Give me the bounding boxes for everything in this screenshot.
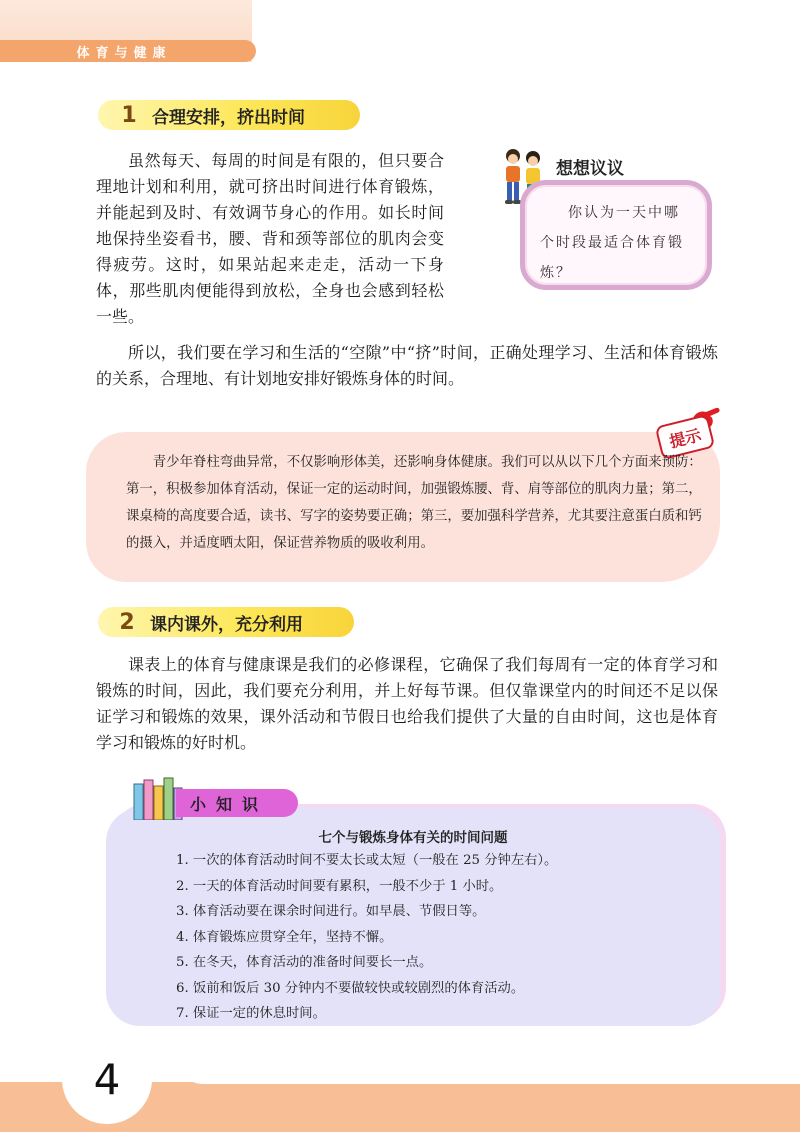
section-2-title: 课内课外，充分利用 [150, 614, 303, 635]
knowledge-item: 6. 饭前和饭后 30 分钟内不要做较快或较剧烈的体育活动。 [176, 980, 525, 996]
think-box-question: 你认为一天中哪个时段最适合体育锻炼？ [540, 205, 684, 281]
tip-paragraph: 青少年脊柱弯曲异常，不仅影响形体美，还影响身体健康。我们可以从以下几个方面来预防：第一，积极参加体育活动，保证一定的运动时间，加强锻炼腰、背、肩等部位的肌肉力量；第二，课桌椅的高度要合适，读书、写字的姿势要正确；第三，要加强科学营养，尤其要注意蛋白质和钙的摄入，并适度晒太阳，保证营养物质的吸收利用。 [126, 455, 702, 551]
knowledge-item: 2. 一天的体育活动时间要有累积，一般不少于 1 小时。 [176, 878, 503, 894]
knowledge-item: 3. 体育活动要在课余时间进行。如早晨、节假日等。 [176, 904, 486, 919]
header-title: 体育与健康 [76, 45, 172, 61]
section-2-paragraph [96, 652, 718, 756]
knowledge-label: 小知识 [190, 794, 269, 814]
knowledge-item: 7. 保证一定的休息时间。 [176, 1006, 326, 1021]
section-1-paragraph-1 [96, 148, 444, 330]
section-1-text-1: 虽然每天、每周的时间是有限的，但只要合理地计划和利用，就可挤出时间进行体育锻炼，并能起到及时、有效调节身心的作用。如长时间地保持坐姿看书，腰、背和颈等部位的肌肉会变得疲劳。这时，如果站起来走走，活动一下身体，那些肌肉便能得到放松，全身也会感到轻松一些。 [96, 151, 444, 326]
section-1-number: 1 [121, 102, 137, 128]
knowledge-item: 4. 体育锻炼应贯穿全年，坚持不懈。 [176, 929, 393, 945]
footer-band-cutout [170, 1050, 800, 1084]
tip-badge: 提示 [655, 414, 716, 460]
knowledge-title: 七个与锻炼身体有关的时间问题 [318, 830, 508, 846]
tip-text [126, 449, 706, 557]
section-1-paragraph-2 [96, 340, 718, 392]
think-box-title: 想想议议 [556, 159, 624, 179]
section-1-title: 合理安排，挤出时间 [152, 107, 305, 128]
page-number: 4 [62, 1034, 152, 1124]
knowledge-item: 5. 在冬天，体育活动的准备时间要长一点。 [176, 955, 433, 970]
knowledge-list [176, 848, 706, 1027]
section-1-text-2: 所以，我们要在学习和生活的“空隙”中“挤”时间，正确处理学习、生活和体育锻炼的关系，合理地、有计划地安排好锻炼身体的时间。 [96, 343, 718, 388]
section-2-text-1: 课表上的体育与健康课是我们的必修课程，它确保了我们每周有一定的体育学习和锻炼的时间，因此，我们要充分利用，并上好每节课。但仅靠课堂内的时间还不足以保证学习和锻炼的效果，课外活动和节假日也给我们提供了大量的自由时间，这也是体育学习和锻炼的好时机。 [96, 655, 718, 752]
knowledge-item: 1. 一次的体育活动时间不要太长或太短（一般在 25 分钟左右）。 [176, 853, 558, 868]
section-2-number: 2 [119, 609, 135, 635]
